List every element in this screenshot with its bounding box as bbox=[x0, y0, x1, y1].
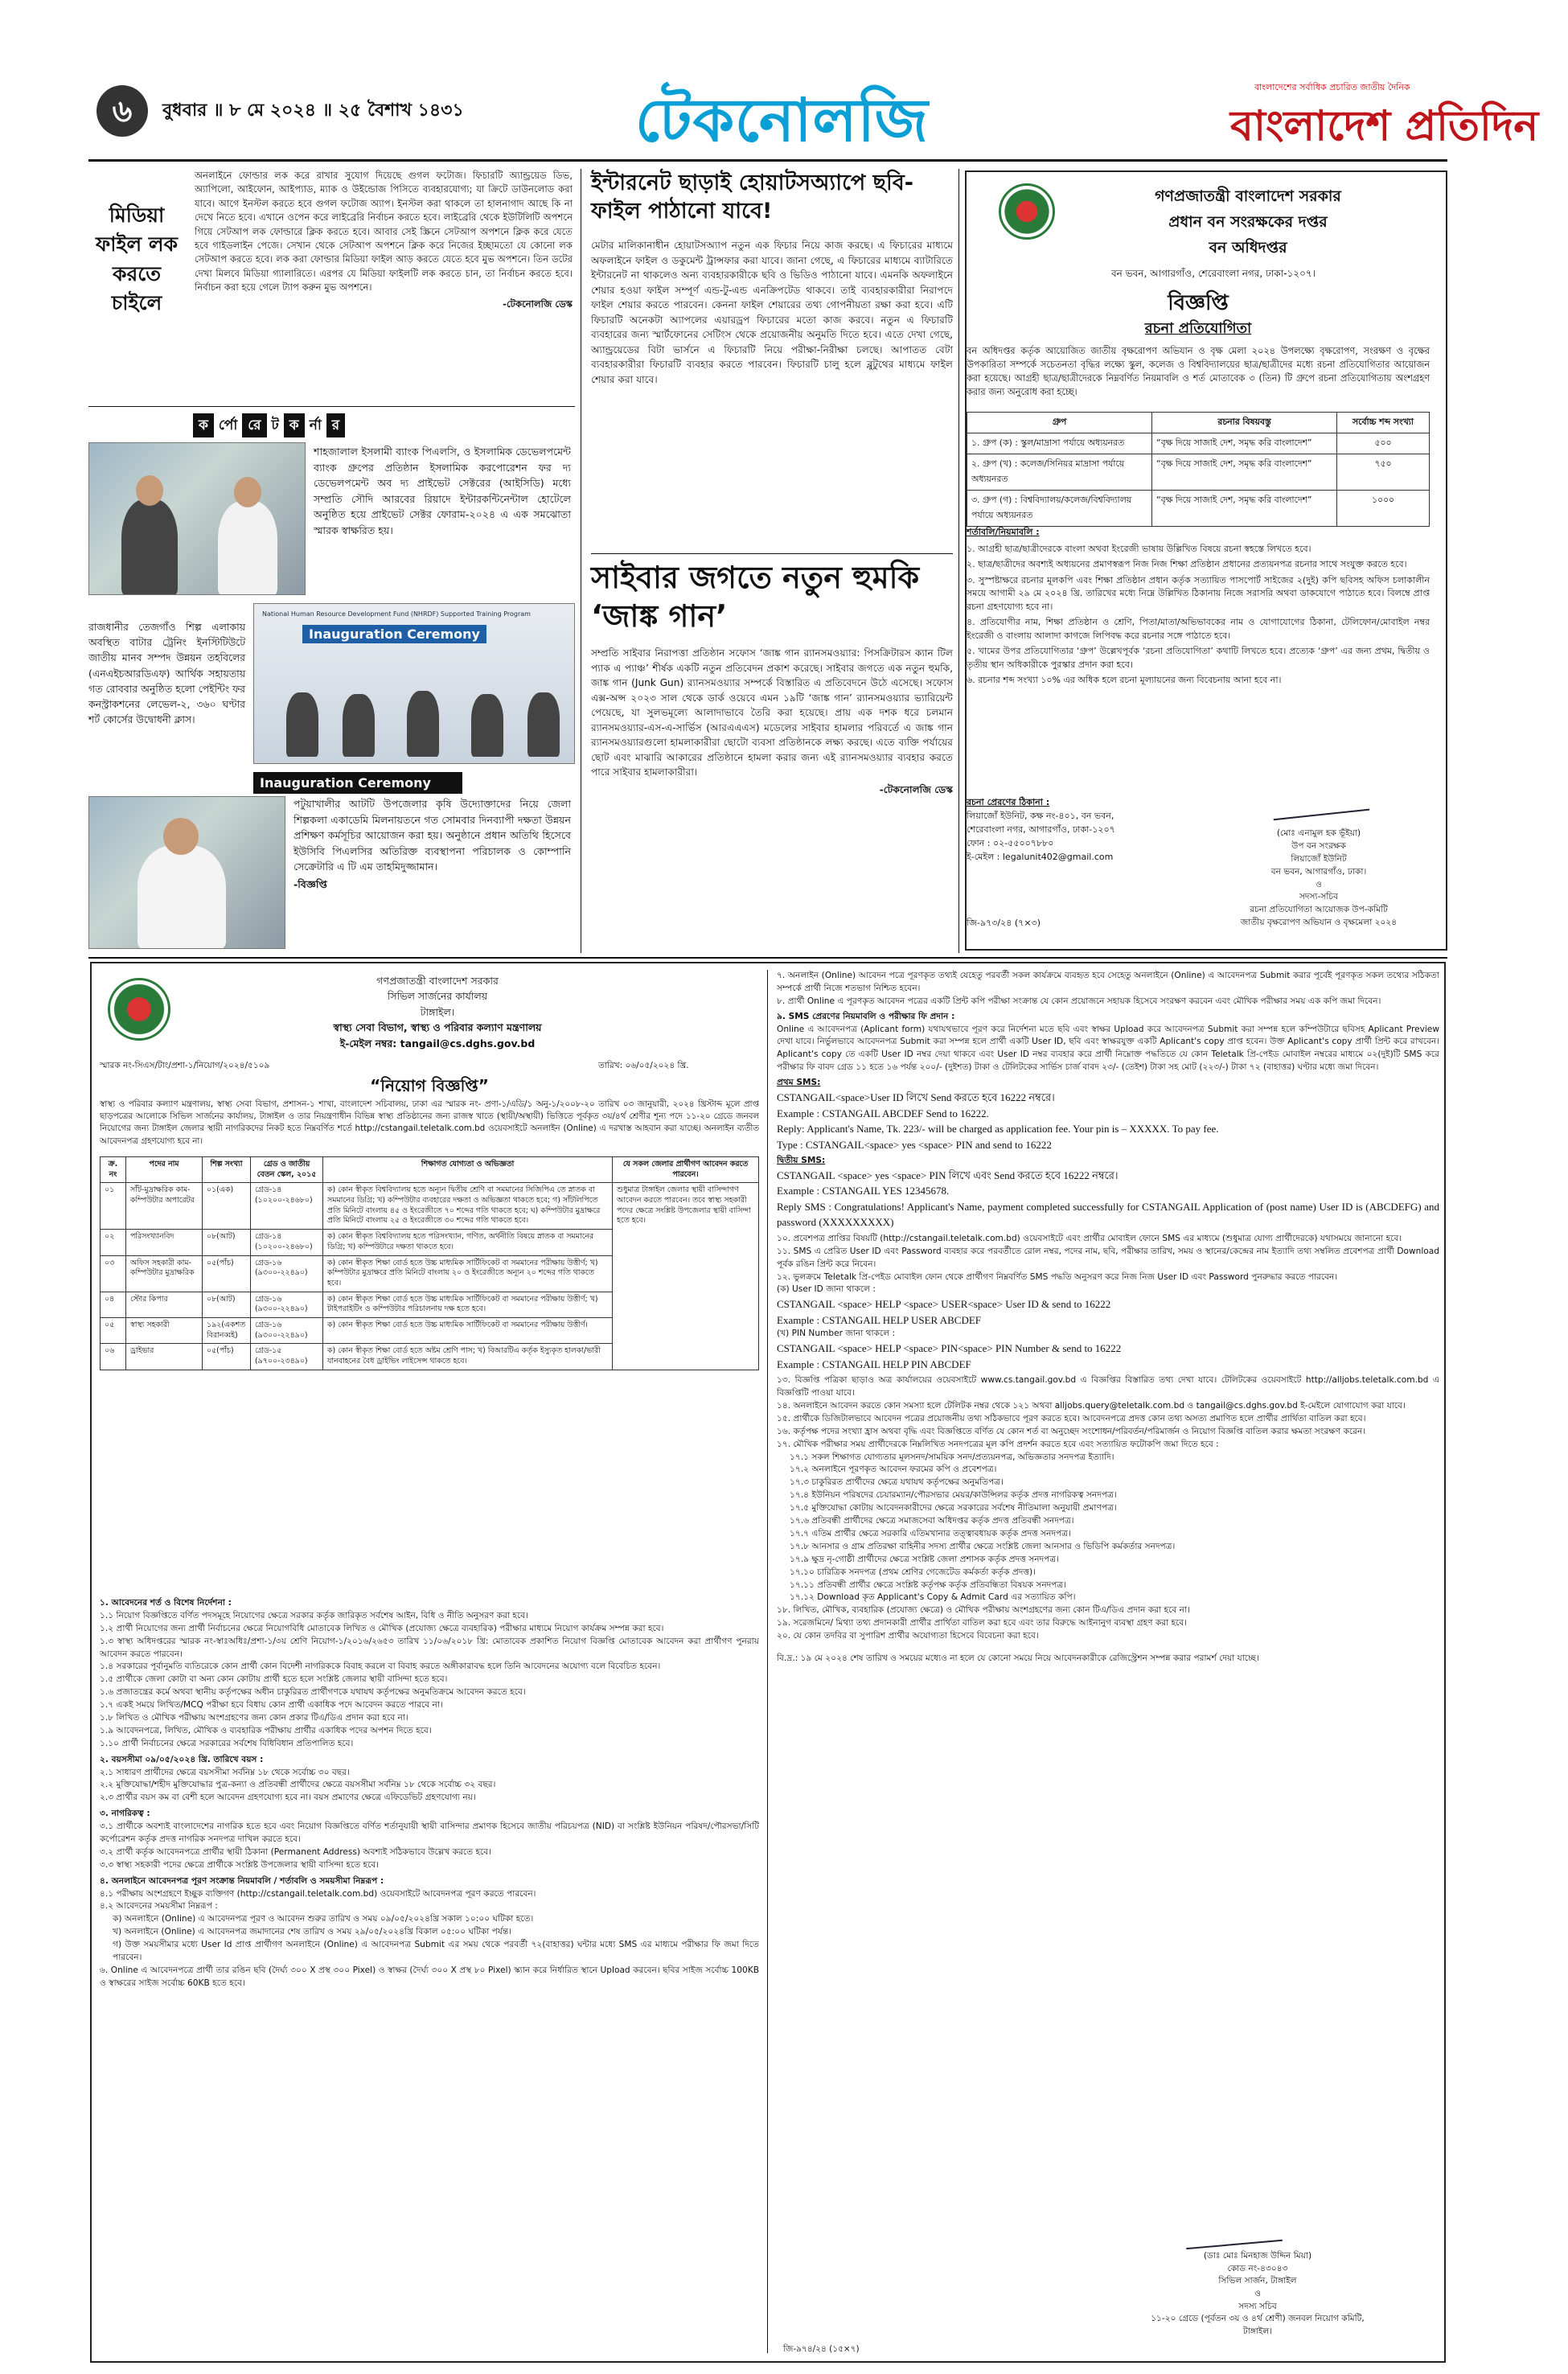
table-cell: অফিস সহকারী কাম-কম্পিউটার মুদ্রাক্ষরিক bbox=[126, 1255, 203, 1292]
job-org bbox=[196, 973, 679, 1051]
forest-address: বন ভবন, আগারগাঁও, শেরেবাংলা নগর, ঢাকা-১২০৭। bbox=[1111, 268, 1316, 279]
list-item: ৯. SMS প্রেরণের নিয়মাবলি ও পরীক্ষার ফি প্রদান : bbox=[777, 1011, 955, 1021]
job-intro: স্বাস্থ্য ও পরিবার কল্যাণ মন্ত্রণালয়, স্বাস্থ্য সেবা বিভাগ, প্রশাসন-১ শাখা, বাংলাদেশ সচিবালয়, ঢাকা এর স্মারক নং- প্রণা-১/এডি/১ অনু-১/২০০৮-২০ তারিখ ০৩ জানুয়ারী, ২০২৪ খ্রিস্টাব্দ মূলে প্রাপ্ত ছাড়পত্রের আলোকে সিভিল সার্জনের কার্যালয়, টাঙ্গাইল ও তার নিয়ন্ত্রণাধীন বিভিন্ন স্বাস্থ্য প্রতিষ্ঠানের জন্য রাজস্ব খাতে (স্থায়ী/অস্থায়ী) ভিত্তিতে পূর্বকৃত ৩য়/৪র্থ শ্রেণীর শূন্য পদে ১১-২০ গ্রেডে জনবল নিয়োগের জন্য টাঙ্গাইল জেলার স্থায়ী নাগরিকদের নিকট হতে নিম্নবর্ণিত শর্তে http://cstangail.teletalk.com.bd ওয়েবসাইটে অনলাইন (Online) এ দরখাস্ত আহবান করা যাচ্ছে। অনলাইন ব্যতীত আবেদনপত্র গ্রহণযোগ্য হবে না। bbox=[100, 1099, 759, 1146]
list-item: ১.৯ আবেদনপত্রে, লিখিত, মৌখিক ও ব্যবহারিক পরীক্ষায় প্রার্থীর একাধিক পদের অপশন দিতে হবে। bbox=[100, 1725, 432, 1735]
table-cell: গ্রেড-১৬ (৯৩০০-২২৪৯০) bbox=[251, 1292, 323, 1317]
forest-send-address bbox=[967, 795, 1176, 864]
list-item: দ্বিতীয় SMS: bbox=[777, 1156, 826, 1166]
table-cell: ১. গ্রুপ (ক) : স্কুল/মাদ্রাসা পর্যায়ে অধ্যয়নরত bbox=[967, 433, 1152, 454]
forest-org-block bbox=[1087, 185, 1409, 262]
list-item: গ) উক্ত সময়সীমার মধ্যে User Id প্রাপ্ত প্রার্থীগণ অনলাইনে (Online) এ আবেদনপত্র Submit এর সময় থেকে পরবর্তী ৭২(বাহাত্তর) ঘন্টার মধ্যে SMS এর মাধ্যমে পরীক্ষার ফি জমা দিতে পারবেন। bbox=[113, 1940, 759, 1963]
page-number-badge bbox=[96, 85, 148, 137]
table-row bbox=[967, 491, 1430, 527]
table-cell: পরিসংখ্যানবিদ bbox=[126, 1230, 203, 1255]
list-item: Example : CSTANGAIL ABCDEF Send to 16222. bbox=[777, 1107, 989, 1119]
table-cell: সাঁট-মুদ্রাক্ষরিক কাম-কম্পিউটার অপারেটর bbox=[126, 1183, 203, 1230]
corporate-label-4: ক bbox=[284, 413, 305, 437]
article-media-body bbox=[195, 169, 573, 386]
job-org-line: স্বাস্থ্য সেবা বিভাগ, স্বাস্থ্য ও পরিবার কল্যাণ মন্ত্রণালয় bbox=[333, 1021, 542, 1034]
job-signatory-line: (ডাঃ মোঃ মিনহাজ উদ্দিন মিয়া) bbox=[1203, 2251, 1312, 2261]
table-cell: গ্রেড-১৪ (১০২০০-২৪৬৮০) bbox=[251, 1183, 323, 1230]
job-title: “নিয়োগ বিজ্ঞপ্তি” bbox=[370, 1076, 489, 1095]
table-cell: ৫০০ bbox=[1337, 433, 1430, 454]
job-left-paras bbox=[100, 1597, 759, 2353]
job-org-line: টাঙ্গাইল। bbox=[420, 1005, 455, 1018]
page-header bbox=[88, 80, 1568, 169]
forest-address-line: ফোন : ০২-৫৫০০৭৮৮০ bbox=[967, 838, 1054, 849]
table-cell: স্টোর কিপার bbox=[126, 1292, 203, 1317]
page-number: ৬ bbox=[112, 93, 133, 129]
list-item: ১৭.৯ ক্ষুদ্র নৃ-গোষ্ঠী প্রার্থীদের ক্ষেত্রে সংশ্লিষ্ট জেলা প্রশাসক কর্তৃক প্রদত্ত সনদপত্র। bbox=[790, 1554, 1059, 1564]
article-whatsapp bbox=[591, 169, 953, 547]
table-cell: ০৮(আট) bbox=[203, 1230, 251, 1255]
table-cell: ১০০০ bbox=[1337, 491, 1430, 527]
table-cell: “বৃক্ষ দিয়ে সাজাই দেশ, সমৃদ্ধ করি বাংলাদেশ” bbox=[1152, 491, 1337, 527]
list-item: Reply: Applicant's Name, Tk. 223/- will be charged as application fee. Your pin is – XXXXX. To pay fee. bbox=[777, 1123, 1219, 1136]
list-item: ১৭.৭ এতিম প্রার্থীর ক্ষেত্রে সরকারি এতিমখানার তত্ত্বাবধায়ক কর্তৃক প্রদত্ত সনদপত্র। bbox=[790, 1528, 1071, 1538]
job-th: যে সকল জেলার প্রার্থীগণ আবেদন করতে পারবেন। bbox=[613, 1157, 759, 1183]
article-cyber-headline: সাইবার জগতে নতুন হুমকি ‘জাঙ্ক গান’ bbox=[591, 560, 920, 634]
list-item: ৩.২ প্রার্থী কর্তৃক আবেদনপত্রে প্রার্থীর স্থায়ী ঠিকানা (Permanent Address) অবশ্যই সঠিকভাবে উল্লেখ করতে হবে। bbox=[100, 1846, 491, 1857]
forest-org-3: বন অধিদপ্তর bbox=[1209, 239, 1287, 257]
list-item: ১.২ প্রার্থী নিয়োগের জন্য প্রার্থী নির্বাচনের ক্ষেত্রে নিয়োগবিধি মোতাবেক লিখিত ও মৌখিক (প্রযোজ্য ক্ষেত্রে ব্যবহারিক) পরীক্ষার মাধ্যমে নিয়োগ কার্যক্রম সম্পন্ন করা হবে। bbox=[100, 1623, 664, 1633]
table-cell: ০১ bbox=[101, 1183, 126, 1230]
list-item: ১৭.১১ প্রতিবন্ধী প্রার্থীর ক্ষেত্রে সংশ্লিষ্ট কর্তৃপক্ষ কর্তৃক প্রতিবন্ধিতা বিষয়ক সনদপত্র। bbox=[790, 1579, 1067, 1590]
forest-table-header bbox=[967, 413, 1430, 433]
dateline: বুধবার ॥ ৮ মে ২০২৪ ॥ ২৫ বৈশাখ ১৪৩১ bbox=[162, 101, 464, 121]
list-item: ৪. প্রতিযোগীর নাম, শিক্ষা প্রতিষ্ঠান ও শ্রেণি, পিতা/মাতা/অভিভাবকের নাম ও যোগাযোগের ঠিকানা, টেলিফোন/মোবাইল নম্বর ইংরেজী ও বাংলায় আলাদা কাগজে লিপিবদ্ধ করে রচনার সঙ্গে পাঠাতে হবে। bbox=[967, 617, 1430, 641]
corporate-label-0: ক bbox=[193, 413, 214, 437]
job-signatory-line: ও bbox=[1254, 2289, 1261, 2299]
article-whatsapp-text: মেটার মালিকানাধীন হোয়াটসঅ্যাপ নতুন এক ফিচার নিয়ে কাজ করছে। এ ফিচারের মাধ্যমে অফলাইনে ফাইল ও ডকুমেন্ট ট্রান্সফার করা যাবে। জানা গেছে, এ ফিচারের মাধ্যমে ব্যাটারিতে ইন্টারনেট না থাকলেও অন্য ব্যবহারকারীকে ছবি ও ভিডিও পাঠানো যাবে। এমনকি অফলাইনে শেয়ার হওয়া ফাইল সম্পূর্ণ এন্ড-টু-এন্ড এনক্রিপটেড থাকবে। তাই ব্যবহারকারীরা নিরাপদে ফাইল শেয়ার করতে পারবেন। কেননা ফাইল শেয়ারের তথ্য গোপনীয়তা রক্ষা করা হবে। এটি ফিচারটি অনেকটা অ্যাপলের এয়ারড্রপ ফিচারের মতো কাজ করবে। নতুন এ ফিচারটি ব্যবহারের জন্য স্মার্টফোনের সেটিংস থেকে প্রয়োজনীয় অনুমতি দিতে হবে। এতে দেখা গেছে, অ্যান্ড্রয়েডের বিটা ভার্সনে এ ফিচারটি নিয়ে পরীক্ষা-নিরীক্ষা চলছে। আপাতত বেটা ব্যবহারকারীরা ফিচারটি ব্যবহার করতে পারবেন। ফিচারটি চালু হলে ব্লুটুথের মাধ্যমে ফাইল শেয়ার করা যাবে। bbox=[591, 240, 953, 385]
table-cell: ৩. গ্রুপ (গ) : বিশ্ববিদ্যালয়/কলেজ/বিশ্ববিদ্যালয় পর্যায়ে অধ্যয়নরত bbox=[967, 491, 1152, 527]
list-item: ১.১ নিয়োগ বিজ্ঞপ্তিতে বর্ণিত পদসমূহে নিয়োগের ক্ষেত্রে সরকার কর্তৃক জারিকৃত সর্বশেষ আইন, বিধি ও নীতি অনুসরণ করা হবে। bbox=[100, 1610, 528, 1620]
job-notice bbox=[90, 962, 1446, 2363]
table-cell: গ্রেড-১৪ (১০২০০-২৪৬৮০) bbox=[251, 1230, 323, 1255]
list-item: CSTANGAIL <space> yes <space> PIN লিখে এবং Send করতে হবে 16222 নম্বরে। bbox=[777, 1169, 1119, 1181]
job-right bbox=[777, 970, 1439, 2357]
list-item: ১.৮ লিখিত ও মৌখিক পরীক্ষায় অংশগ্রহণের জন্য কোন প্রকার টিএ/ডিএ প্রদান করা হবে না। bbox=[100, 1713, 408, 1723]
corporate-item-2: রাজধানীর তেজগাঁও শিল্প এলাকায় অবস্থিত বাটার ট্রেনিং ইনস্টিটিউটে জাতীয় মানব সম্পদ উন্নয়ন তহবিলের (এনএইচআরডিএফ) আর্থিক সহায়তায় গত রোববার অনুষ্ঠিত হলো পেইন্টিং ফর কনস্ট্রাকশনের লেভেল-২, ৩৬০ ঘণ্টার শর্ট কোর্সের উদ্বোধনী ক্লাস। bbox=[88, 621, 245, 726]
article-media-headline: মিডিয়া ফাইল লক করতে চাইলে bbox=[96, 203, 178, 314]
list-item: ১.৪ সরকারের পূর্বানুমতি ব্যতিরেকে কোন প্রার্থী কোন বিদেশী নাগরিককে বিবাহ করলে বা বিবাহ করতে অঙ্গীকারাবদ্ধ হলে তিনি আবেদনের অযোগ্য বলে বিবেচিত হবেন। bbox=[100, 1661, 661, 1672]
table-cell: ক) কোন স্বীকৃত শিক্ষা বোর্ড হতে উচ্চ মাধ্যমিক সার্টিফিকেট বা সমমানের পরীক্ষায় উত্তীর্ণ; খ) কম্পিউটার মুদ্রাক্ষরে প্রতি মিনিটে বাংলায় ২০ ও ইংরেজীতে অন্যূন ২০ শব্দের গতি থাকতে হবে। bbox=[323, 1255, 613, 1292]
table-cell: ক) কোন স্বীকৃত বিশ্ববিদ্যালয় হতে পরিসংখ্যান, গণিত, অর্থনীতি বিষয়ে স্নাতক বা সমমানের ডিগ্রি; খ) কম্পিউটারে দক্ষতা থাকতে হবে। bbox=[323, 1230, 613, 1255]
list-item: ১৯. সরেজমিনে/ মিথ্যা তথ্য প্রদানকারী প্রার্থীর প্রার্থিতা বাতিল করা হবে এবং তার বিরুদ্ধে আইনানুগ ব্যবস্থা গ্রহণ করা হবে। bbox=[777, 1618, 1188, 1629]
article-media bbox=[88, 169, 575, 402]
vertical-rule-2 bbox=[958, 169, 959, 953]
article-cyber-byline: -টেকনোলজি ডেস্ক bbox=[879, 783, 953, 795]
list-item: CSTANGAIL <space> HELP <space> USER<space> User ID & send to 16222 bbox=[777, 1298, 1111, 1311]
corporate-photo-2 bbox=[253, 603, 575, 764]
list-item: ১. আগ্রহী ছাত্র/ছাত্রীদেরকে বাংলা অথবা ইংরেজী ভাষায় উল্লিখিত বিষয়ে রচনা স্বহস্তে লিখতে হবে। bbox=[967, 543, 1311, 554]
list-item: ১৬. কর্তৃপক্ষ পদের সংখ্যা হ্রাস অথবা বৃদ্ধি এবং বিজ্ঞপ্তিতে বর্ণিত যে কোন শর্ত বা অনুচ্ছেদ সংশোধন/পরিবর্তন/পরিমার্জন ও নিয়োগ বিজ্ঞপ্তি বাতিল করার ক্ষমতা সংরক্ষণ করেন। bbox=[777, 1426, 1366, 1436]
forest-signatory bbox=[1208, 828, 1430, 930]
article-cyber-text: সম্প্রতি সাইবার নিরাপত্তা প্রতিষ্ঠান সফোস ‘জাঙ্ক গান র‍্যানসমওয়্যার: পিসক্রিটারস ক্যান টিল প্যাক এ প্যাঞ্চ’ শীর্ষক একটি নতুন প্রতিবেদন প্রকাশ করেছে। সাইবার জগতে এক নতুন হুমকি, জাঙ্ক গান (Junk Gun) র‍্যানসমওয়্যার সম্পর্কে বিস্তারিত এ প্রতিবেদনে উঠে এসেছে। সফোস এক্স-অপ্স ২০২৩ সাল থেকে ডার্ক ওয়েবে এমন ১৯টি ‘জাঙ্ক গান’ র‍্যানসমওয়্যার ভ্যারিয়েন্ট পেয়েছে, যা সুলভমূল্যে আলাদাভাবে তৈরি করা হয়েছে। প্রায় এক দশক ধরে চলমান র‍্যানসমওয়্যার-এস-এ-সার্ভিস (আরএএএস) মডেলের সাইবার হামলার পরিবর্তে এ জাঙ্ক গান র‍্যানসমওয়্যারগুলো হামলাকারীরা ছোটো ব্যবসা প্রতিষ্ঠানকে লক্ষ্য করছে। এতে ব্যক্তি পর্যায়ের ছোট এবং মাঝারি আকারের প্রতিষ্ঠানে হামলা করার জন্য এই র‍্যানসমওয়্যার ব্যবহার করতে পারে সাইবার হামলাকারীরা। bbox=[591, 647, 953, 778]
table-cell: ২. গ্রুপ (খ) : কলেজ/সিনিয়র মাদ্রাসা পর্যায়ে অধ্যয়নরত bbox=[967, 454, 1152, 491]
list-item: ২.১ সাধারণ প্রার্থীদের ক্ষেত্রে বয়সসীমা সর্বনিম্ন ১৮ থেকে সর্বোচ্চ ৩০ বছর। bbox=[100, 1767, 350, 1777]
section-rule bbox=[88, 957, 1447, 959]
list-item: ৪.১ পরীক্ষায় অংশগ্রহণে ইচ্ছুক ব্যক্তিগণ (http://cstangail.teletalk.com.bd) ওয়েবসাইটে আবেদনপত্র পূরণ করতে পারবেন। bbox=[100, 1888, 536, 1899]
corporate-label bbox=[193, 413, 345, 437]
list-item: Example : CSTANGAIL HELP PIN ABCDEF bbox=[777, 1357, 971, 1370]
job-left bbox=[100, 970, 759, 2357]
list-item: ২. ছাত্র/ছাত্রীদের অবশ্যই অধ্যয়নের প্রমাণস্বরূপ নিজ নিজ শিক্ষা প্রতিষ্ঠান প্রধানের প্রত্যয়নপত্র রচনার সাথে সংযুক্ত করতে হবে। bbox=[967, 559, 1407, 569]
job-signatory bbox=[1089, 2250, 1426, 2339]
forest-intro: বন অধিদপ্তর কর্তৃক আয়োজিত জাতীয় বৃক্ষরোপণ অভিযান ও বৃক্ষ মেলা ২০২৪ উপলক্ষ্যে বৃক্ষরোপণ, সংরক্ষণ ও বৃক্ষের উপকারিতা সম্পর্কে সচেতনতা বৃদ্ধির লক্ষ্যে স্কুল, কলেজ ও বিশ্ববিদ্যালয়ের ছাত্র/ছাত্রীদের মধ্যে রচনা প্রতিযোগিতার আয়োজন করা হয়েছে। আগ্রহী ছাত্র/ছাত্রীদেরকে নিম্নবর্ণিত নিয়মাবলি ও শর্ত মোতাবেক ৩ (তিন) টি গ্রুপে রচনা প্রতিযোগিতায় অংশগ্রহণ করার জন্য অনুরোধ করা হচ্ছে। bbox=[967, 346, 1430, 397]
forest-address-line: শেরেবাংলা নগর, আগারগাঁও, ঢাকা-১২০৭ bbox=[967, 824, 1115, 836]
job-signatory-line: সিভিল সার্জন, টাঙ্গাইল bbox=[1218, 2276, 1297, 2286]
list-item: ৮. প্রার্থী Online এ পূরণকৃত আবেদন পত্রের একটি প্রিন্ট কপি পরীক্ষা সংক্রান্ত যে কোন প্রয়োজনে সহায়ক হিসেবে সংরক্ষণ করবেন এবং মৌখিক পরীক্ষার সময় এক কপি জমা দিবেন। bbox=[777, 996, 1381, 1006]
list-item: ১৭.৮ আনসার ও গ্রাম প্রতিরক্ষা বাহিনীর সদস্য প্রার্থীর ক্ষেত্রে সংশ্লিষ্ট জেলা আনসার ও ভিডিপি কর্মকর্তার সনদপত্র। bbox=[790, 1541, 1176, 1551]
table-cell: শুধুমাত্র টাঙ্গাইল জেলার স্থায়ী বাসিন্দাগণ আবেদন করতে পারবেন। তবে স্বাস্থ্য সহকারী পদের ক্ষেত্রে সংশ্লিষ্ট উপজেলার স্থায়ী বাসিন্দা হতে হবে। bbox=[613, 1183, 759, 1370]
forest-signatory-line: (মোঃ এনামুল হক ভূঁইয়া) bbox=[1276, 828, 1361, 838]
list-item: ১.৭ একই সময়ে লিখিত/MCQ পরীক্ষা হবে বিধায় কোন প্রার্থী একাধিক পদে আবেদন করতে পারবে না। bbox=[100, 1700, 443, 1711]
table-cell: ০২ bbox=[101, 1230, 126, 1255]
job-signatory-line: কোড নং-৪৩০৪৩ bbox=[1227, 2263, 1288, 2273]
list-item: ২.২ মুক্তিযোদ্ধা/শহীদ মুক্তিযোদ্ধার পুত্র-কন্যা ও প্রতিবন্ধী প্রার্থীদের ক্ষেত্রে বয়সসীমা সর্বনিম্ন ১৮ থেকে সর্বোচ্চ ৩২ বছর। bbox=[100, 1780, 496, 1790]
table-cell: ড্রাইভার bbox=[126, 1344, 203, 1370]
article-whatsapp-headline: ইন্টারনেট ছাড়াই হোয়াটসঅ্যাপে ছবি-ফাইল পাঠানো যাবে! bbox=[591, 170, 913, 224]
list-item: ১৭. মৌখিক পরীক্ষার সময় প্রার্থীদেরকে নিম্নলিখিত সনদপত্রের মূল কপি প্রদর্শন করতে হবে এবং সত্যায়িত ফটোকপি জমা দিতে হবে : bbox=[777, 1439, 1219, 1449]
table-cell: “বৃক্ষ দিয়ে সাজাই দেশ, সমৃদ্ধ করি বাংলাদেশ” bbox=[1152, 433, 1337, 454]
table-cell: ০৪ bbox=[101, 1292, 126, 1317]
forest-address-title: রচনা প্রেরণের ঠিকানা : bbox=[967, 797, 1050, 807]
list-item: ১৫. প্রার্থীকে ডিজিটালভাবে আবেদন পত্রের প্রয়োজনীয় তথ্য সঠিকভাবে পূরণ করতে হবে। আবেদনপত্রে প্রদত্ত কোন তথ্য অসত্য প্রমাণিত হলে প্রার্থীর প্রার্থিতা বাতিল করা হবে। bbox=[777, 1413, 1366, 1423]
table-cell: ০৫ bbox=[101, 1317, 126, 1343]
table-cell: ০৮(আট) bbox=[203, 1292, 251, 1317]
list-item: ১০. প্রবেশপত্র প্রাপ্তির বিষয়টি (http://cstangail.teletalk.com.bd) ওয়েবসাইটে এবং প্রার্থীর মোবাইল ফোনে SMS এর মাধ্যমে (শুধুমাত্র যোগ্য প্রার্থীদেরকে) যথাসময়ে জানানো হবে। bbox=[777, 1233, 1402, 1243]
corporate-item-3 bbox=[293, 796, 571, 892]
list-item: ২.৩ প্রার্থীর বয়স কম বা বেশী হলে আবেদন গ্রহণযোগ্য হবে না। বয়স প্রমাণের ক্ষেত্রে এফিডেভিট গ্রহণযোগ্য নয়। bbox=[100, 1793, 476, 1803]
job-th: শিক্ষাগত যোগ্যতা ও অভিজ্ঞতা bbox=[323, 1157, 613, 1183]
job-signatory-line: সদস্য সচিব bbox=[1238, 2301, 1277, 2311]
forest-signatory-line: ও bbox=[1316, 879, 1322, 889]
list-item: ১১. SMS এ প্রেরিত User ID এবং Password ব্যবহার করে পরবর্তীতে রোল নম্বর, পদের নাম, ছবি, পরীক্ষার তারিখ, সময় ও স্থানের/কেন্দ্রের নাম ইত্যাদি তথ্য সম্বলিত প্রবেশপত্র প্রার্থী Download পূর্বক রঙিন প্রিন্ট করে নিবেন। bbox=[777, 1246, 1439, 1269]
job-th: শিল্প সংখ্যা bbox=[203, 1157, 251, 1183]
list-item: Reply SMS : Congratulations! Applicant's Name, payment completed successfully for CSTANGAIL Application of (post name) User ID is (ABCDEFG) and password (XXXXXXXXX) bbox=[777, 1200, 1439, 1229]
list-item: ১.১০ প্রার্থী নির্বাচনের ক্ষেত্রে সরকারের সর্বশেষ বিধিবিধান প্রতিপালিত হবে। bbox=[100, 1738, 354, 1748]
job-org-line: সিভিল সার্জনের কার্যালয় bbox=[387, 990, 488, 1003]
table-row bbox=[101, 1183, 759, 1230]
job-th: পদের নাম bbox=[126, 1157, 203, 1183]
list-item: ১.৩ স্বাস্থ্য অধিদপ্তরের স্মারক নং-স্বাঃঅধিঃ/প্রশা-১/৩য় শ্রেণি নিয়োগ-১/২০১৬/২৬৫৩ তারিখ ১১/০৬/২০১৮ খ্রি: মোতাবেক প্রকাশিত নিয়োগ বিজ্ঞপ্তি মোতাবেক আবেদন করা প্রার্থীগণ পুনরায় আবেদন করতে পারবেন। bbox=[100, 1636, 759, 1659]
list-item: ১৪. অনলাইনে আবেদন করতে কোন সমস্যা হলে টেলিটক নম্বর থেকে ১২১ অথবা alljobs.query@teletalk.com.bd ও tangail@cs.dghs.gov.bd ই-মেইলে যোগাযোগ করা যাবে। bbox=[777, 1401, 1406, 1411]
job-th: গ্রেড ও জাতীয় বেতন স্কেল, ২০১৫ bbox=[251, 1157, 323, 1183]
list-item: ১৭.১ সকল শিক্ষাগত যোগ্যতার মূলসনদ/সাময়িক সনদ/প্রত্যয়নপত্র, অভিজ্ঞতার সনদপত্র ইত্যাদি। bbox=[790, 1452, 1114, 1462]
job-signatory-line: ১১-২০ গ্রেডে (পূর্বতন ৩য় ও ৪র্থ শ্রেণী) জনবল নিয়োগ কমিটি, bbox=[1151, 2314, 1365, 2324]
table-cell: ক) কোন স্বীকৃত শিক্ষা বোর্ড হতে অষ্টম শ্রেণি পাস; খ) বিআরটিএ কর্তৃক ইস্যুকৃত হালকা/ভারী যানবাহনের বৈধ ড্রাইভিং লাইসেন্স থাকতে হবে। bbox=[323, 1344, 613, 1370]
masthead-tagline: বাংলাদেশের সর্বাধিক প্রচারিত জাতীয় দৈনিক bbox=[1254, 82, 1410, 92]
list-item: CSTANGAIL <space> HELP <space> PIN<space> PIN Number & send to 16222 bbox=[777, 1342, 1122, 1355]
table-cell: গ্রেড-১৬ (৯৩০০-২২৪৯০) bbox=[251, 1317, 323, 1343]
list-item: ৩. নাগরিকত্ব : bbox=[100, 1809, 150, 1819]
list-item: ৪.২ আবেদনের সময়সীমা নিম্নরূপ : bbox=[100, 1901, 218, 1912]
table-row bbox=[967, 433, 1430, 454]
corporate-byline: -বিজ্ঞপ্তি bbox=[293, 877, 327, 890]
list-item: Example : CSTANGAIL YES 12345678. bbox=[777, 1185, 950, 1197]
forest-title: বিজ্ঞপ্তি bbox=[1168, 291, 1229, 315]
list-item: ১৭.১২ Download কৃত Applicant's Copy & Admit Card এর সত্যায়িত কপি। bbox=[790, 1592, 1076, 1603]
corporate-item-1: শাহজালাল ইসলামী ব্যাংক পিএলসি, ও ইসলামিক ডেভেলপমেন্ট ব্যাংক গ্রুপের প্রতিষ্ঠান ইসলামিক করপোরেশন ফর দ্য ডেভেলপমেন্ট অব দ্য প্রাইভেট সেক্টরের (আইসিডি) মধ্যে সম্প্রতি সৌদি আরবের রিয়াদে ইন্টারকন্টিনেন্টাল হোটেলে অনুষ্ঠিত হয়ে প্রাইভেট সেক্টর ফোরাম-২০২৪ এ এক সমঝোতা স্মারক স্বাক্ষরিত হয়। bbox=[314, 446, 571, 536]
table-cell: গ্রেড-১৫ (৯৭০০-২৩৪৯০) bbox=[251, 1344, 323, 1370]
divider-middle bbox=[591, 553, 953, 554]
forest-signatory-line: রচনা প্রতিযোগিতা আয়োজক উপ-কমিটি bbox=[1250, 905, 1388, 915]
forest-rules-title: শর্তাবলি/নিয়মাবলি : bbox=[967, 527, 1040, 537]
table-cell: ০৬ bbox=[101, 1344, 126, 1370]
job-signatory-line: টাঙ্গাইল। bbox=[1242, 2327, 1273, 2337]
banner-1: Inauguration Ceremony bbox=[302, 625, 486, 643]
list-item: ৩.১ প্রার্থীকে অবশ্যই বাংলাদেশের নাগরিক হতে হবে এবং নিয়োগ বিজ্ঞপ্তিতে বর্ণিত শর্তানুযায়ী স্থায়ী বাসিন্দার প্রমাণক হিসেবে জাতীয় পরিচয়পত্র (NID) বা সংশ্লিষ্ট ইউনিয়ন পরিষদ/পৌরসভা/সিটি কর্পোরেশন কর্তৃক প্রদত্ত নাগরিক সনদপত্র দাখিল করতে হবে। bbox=[100, 1822, 759, 1845]
job-table bbox=[100, 1156, 759, 1370]
list-item: ১৭.৩ চাকুরিরত প্রার্থীদের ক্ষেত্রে যথাযথ কর্তৃপক্ষের অনুমতিপত্র। bbox=[790, 1477, 1004, 1488]
forest-signatory-line: জাতীয় বৃক্ষরোপণ অভিযান ও বৃক্ষমেলা ২০২৪ bbox=[1240, 918, 1398, 928]
table-cell: ১৯২(একশত বিরানব্বই) bbox=[203, 1317, 251, 1343]
corporate-label-6: র bbox=[326, 413, 345, 437]
list-item: ১৮. লিখিত, মৌখিক, ব্যবহারিক (প্রযোজ্য ক্ষেত্রে) ও মৌখিক পরীক্ষায় অংশগ্রহণের জন্য কোন টিএ/ডিএ প্রদান করা হবে না। bbox=[777, 1605, 1190, 1616]
list-item: ৩.৩ স্বাস্থ্য সহকারী পদের ক্ষেত্রে প্রার্থীকে সংশ্লিষ্ট উপজেলার স্থায়ী বাসিন্দা হতে হবে। bbox=[100, 1859, 380, 1870]
forest-notice bbox=[965, 170, 1447, 951]
forest-th-group: গ্রুপ bbox=[967, 413, 1152, 433]
masthead: বাংলাদেশ প্রতিদিন bbox=[1230, 102, 1539, 150]
job-memo: স্মারক নং-সিএস/টাং/প্রশা-১/নিয়োগ/২০২৪/৫১০৯ bbox=[100, 1061, 270, 1070]
forest-ref: জি-৯৭৩/২৪ (৭×৩) bbox=[967, 918, 1041, 928]
job-seal bbox=[108, 978, 170, 1041]
table-cell: ০৫(পাঁচ) bbox=[203, 1344, 251, 1370]
list-item: প্রথম SMS: bbox=[777, 1078, 821, 1088]
section-title: টেকনোলজি bbox=[635, 86, 929, 155]
corporate-photo-3 bbox=[88, 796, 285, 949]
list-item: ৭. অনলাইন (Online) আবেদন পত্রে পূরণকৃত তথ্যই যেহেতু পরবর্তী সকল কার্যক্রমে ব্যবহৃত হবে সেহেতু অনলাইনে (Online) এ আবেদনপত্র Submit করার পূর্বেই পূরণকৃত সকল তথ্যের সঠিকতা সম্পর্কে প্রার্থী নিজে শতভাগ নিশ্চিত হবেন। bbox=[777, 971, 1439, 993]
table-cell: গ্রেড-১৬ (৯৩০০-২২৪৯০) bbox=[251, 1255, 323, 1292]
table-cell: স্বাস্থ্য সহকারী bbox=[126, 1317, 203, 1343]
gov-seal bbox=[999, 183, 1055, 240]
list-item: ১.৫ প্রার্থীকে জেলা কোটা বা অন্য কোন কোটায় প্রার্থী হতে হলে সংশ্লিষ্ট জেলার স্থায়ী বাসিন্দা হতে হবে। bbox=[100, 1674, 448, 1685]
list-item: ২. বয়সসীমা ০৯/০৫/২০২৪ খ্রি. তারিখে বয়স : bbox=[100, 1754, 264, 1764]
list-item: Type : CSTANGAIL<space> yes <space> PIN and send to 16222 bbox=[777, 1138, 1052, 1151]
job-note: বি.দ্র.: ১৯ মে ২০২৪ শেষ তারিখ ও সময়ের মধ্যেও না হলে যে কোনো সময়ে নিয়ে আবেদনকারীকে রেজিস্ট্রেশন সম্পন্ন করার পরামর্শ দেয়া যাচ্ছে। bbox=[777, 1653, 1259, 1663]
list-item: ১.৬ প্রজাতন্ত্রের কর্মে অথবা স্থানীয় কর্তৃপক্ষের অধীন চাকুরিরত প্রার্থীগণকে যথাযথ কর্তৃপক্ষের অনুমতিক্রমে আবেদন করতে হবে। bbox=[100, 1687, 526, 1698]
banner-2: Inauguration Ceremony bbox=[253, 772, 462, 794]
forest-signatory-line: সদস্য-সচিব bbox=[1299, 892, 1339, 902]
corporate-label-5: র্না bbox=[309, 417, 322, 433]
job-table-header bbox=[101, 1157, 759, 1183]
article-cyber bbox=[591, 559, 953, 953]
list-item: CSTANGAIL<space>User ID লিখে Send করতে হবে 16222 নম্বরে। bbox=[777, 1091, 1055, 1104]
list-item: ১৭.১০ চারিত্রিক সনদপত্র (প্রথম শ্রেণির গেজেটেড কর্মকর্তা কর্তৃক প্রদত্ত)। bbox=[790, 1567, 1036, 1577]
list-item: ৪. অনলাইনে আবেদনপত্র পূরণ সংক্রান্ত নিয়মাবলি / শর্তাবলি ও সময়সীমা নিম্নরূপ : bbox=[100, 1875, 384, 1886]
forest-signature-mark bbox=[1271, 787, 1369, 820]
list-item: ১৭.২ অনলাইনে পূরণকৃত আবেদন ফরমের কপি ও প্রবেশপত্র। bbox=[790, 1464, 997, 1475]
forest-address-line: লিয়াজোঁ ইউনিট, কক্ষ নং-৪০১, বন ভবন, bbox=[967, 811, 1114, 822]
corporate-label-3: ট bbox=[271, 417, 279, 433]
table-cell: ক) কোন স্বীকৃত বিশ্ববিদ্যালয় হতে অন্যূন দ্বিতীয় শ্রেণি বা সমমানের সিজিপিএ তে স্নাতক বা সমমানের ডিগ্রি; খ) কম্পিউটার ব্যবহারের দক্ষতা ও অভিজ্ঞতা থাকতে হবে; গ) সাঁটলিপিতে প্রতি মিনিটে বাংলায় ৪৫ ও ইংরেজীতে ৭০ শব্দের গতি থাকতে হবে; ঘ) কম্পিউটার মুদ্রাক্ষরে প্রতি মিনিটে বাংলায় ২৫ ও ইংরেজীতে ৩০ শব্দের গতি থাকতে হবে। bbox=[323, 1183, 613, 1230]
job-ref: জি-৯৭৪/২৪ (১৫×৭) bbox=[783, 2344, 860, 2354]
job-org-line: ই-মেইল নম্বর: tangail@cs.dghs.gov.bd bbox=[339, 1037, 536, 1049]
list-item: (ক) User ID জানা থাকলে : bbox=[777, 1284, 876, 1295]
list-item: (খ) PIN Number জানা থাকলে : bbox=[777, 1329, 896, 1339]
corporate-photo-1 bbox=[88, 442, 306, 595]
list-item: Online এ আবেদনপত্র (Aplicant form) যথাযথভাবে পূরণ করে নির্দেশনা মতে ছবি এবং স্বাক্ষর Upload করে আবেদনপত্র Submit করা সম্পন্ন হলে কম্পিউটারে ছবিসহ Aplicant Preview দেখা যাবে। নির্ভুলভাবে আবেদনপত্র Submit করা সম্পন্ন হলে প্রার্থী একটি User ID, ছবি এবং স্বাক্ষরযুক্ত একটি Aplicant's copy প্রাপ্ত হবেন। উক্ত Aplicant's copy প্রার্থী প্রিন্ট করে রাখবেন। Aplicant's copy তে একটি User ID নম্বর দেয়া থাকবে এবং User ID নম্বর ব্যবহার করে প্রার্থী নিম্নোক্ত পদ্ধতিতে যে কোন Teletalk প্রি-পেইড মোবাইল নম্বরের মাধ্যমে ০২(দুই)টি SMS করে পরীক্ষার ফি বাবদ গ্রেড ১১ হতে ১৬ পর্যন্ত ২০০/- (দুইশত) টাকা ও টেলিটকের সার্ভিস চার্জ বাবদ ২৩/- (তেইশ) টাকা সহ মোট (২২৩/-) টাকা ৭২ (বাহাত্তর) ঘণ্টার মধ্যে জমা দিবেন। bbox=[777, 1024, 1439, 1073]
list-item: ১৭.৪ ইউনিয়ন পরিষদের চেয়ারম্যান/পৌরসভার মেয়র/কাউন্সিলর কর্তৃক প্রদত্ত নাগরিকত্ব সনদপত্র। bbox=[790, 1490, 1117, 1501]
forest-th-subject: রচনার বিষয়বস্তু bbox=[1152, 413, 1337, 433]
list-item: ১. আবেদনের শর্ত ও বিশেষ নির্দেশনা : bbox=[100, 1598, 232, 1608]
table-cell: ০৫(পাঁচ) bbox=[203, 1255, 251, 1292]
table-cell: ক) কোন স্বীকৃত শিক্ষা বোর্ড হতে উচ্চ মাধ্যমিক সার্টিফিকেট বা সমমানের পরীক্ষায় উত্তীর্ণ। bbox=[323, 1317, 613, 1343]
list-item: Example : CSTANGAIL HELP USER ABCDEF bbox=[777, 1313, 982, 1326]
list-item: ২০. যে কোন তদবির বা সুপারিশ প্রার্থীর অযোগ্যতা হিসেবে বিবেচনা করা হবে। bbox=[777, 1631, 1039, 1641]
forest-signatory-line: লিয়াজোঁ ইউনিট bbox=[1291, 853, 1347, 864]
list-item: ১৭.৬ প্রতিবন্ধী প্রার্থীদের ক্ষেত্রে সমাজসেবা অধিদপ্তর কর্তৃক প্রদত্ত প্রতিবন্ধী সনদপত্র। bbox=[790, 1516, 1074, 1526]
job-divider bbox=[767, 970, 768, 2353]
forest-address-line: ই-মেইল : legalunit402@gmail.com bbox=[967, 852, 1114, 863]
banner-sub: National Human Resource Development Fund (NHRDF) Supported Training Program bbox=[262, 610, 531, 618]
table-cell: ০৩ bbox=[101, 1255, 126, 1292]
forest-table bbox=[967, 412, 1430, 527]
list-item: ক) অনলাইনে (Online) এ আবেদনপত্র পূরণ ও আবেদন শুরুর তারিখ ও সময় ০৯/০৫/২০২৪খ্রি সকাল ১০:০০ ঘটিকা হতে। bbox=[113, 1914, 534, 1924]
corporate-section bbox=[88, 410, 575, 957]
corporate-label-2: রে bbox=[242, 413, 266, 437]
table-cell: ক) কোন স্বীকৃত শিক্ষা বোর্ড হতে উচ্চ মাধ্যমিক সার্টিফিকেট বা সমমানের পরীক্ষায় উত্তীর্ণ; খ) টাইপরাইটিং ও কম্পিউটার পরিচালনায় দক্ষ হতে হবে। bbox=[323, 1292, 613, 1317]
article-media-text: অনলাইনে ফোল্ডার লক করে রাখার সুযোগ দিয়েছে গুগল ফটোজ। ফিচারটি অ্যান্ড্রয়েড ডিভ, অ্যাপিলো, আইফোন, আইপ্যাড, ম্যাক ও উইন্ডোজ পিসিতে ব্যবহারযোগ্য; যা ক্রিটে ডাউনলোড করা যাবে। আগে ইনস্টল করতে হবে গুগল ফটোজ অ্যাপ। ইনস্টল করা থাকলে তা হালনাগাদ আছে কি না দেখে নিতে হবে। এখানে ওপেন করে লাইব্রেরি নির্বাচন করতে হবে। লাইব্রেরি থেকে ইউটিলিটি অপশনে গিয়ে সেটআপ লক ফোল্ডারে ক্লিক করতে হবে। আবার সেই স্ক্রিনে সেটআপ অপশনে ক্লিক করে যেতে হবে গাইডলাইন পেজে। সেখান থেকে সেটআপ অপশনে ক্লিক করে নিজের ইচ্ছামতো যে কোনো লক সেটআপ করতে হবে। লক করা ফোল্ডার মিডিয়া ফাইল আড় করতে যেতে হবে মুভ অপশনে। তিন ডটের দেখা মিলবে মিডিয়া গ্যালারিতে। এরপর যে মিডিয়া ফাইলটি লক করতে চান, তা নির্বাচন করতে হবে। নির্বাচন করা হয়ে গেলে ট্যাপ করুন মুভ অপশনে। bbox=[195, 170, 573, 294]
forest-signatory-line: বন ভবন, আগারগাঁও, ঢাকা। bbox=[1270, 866, 1367, 877]
table-cell: “বৃক্ষ দিয়ে সাজাই দেশ, সমৃদ্ধ করি বাংলাদেশ” bbox=[1152, 454, 1337, 491]
table-row bbox=[967, 454, 1430, 491]
article-cyber-body bbox=[591, 646, 953, 947]
corporate-item-3-text: পটুয়াখালীর আটটি উপজেলার কৃষি উদ্যোক্তাদের নিয়ে জেলা শিল্পকলা একাডেমি মিলনায়তনে গত সোমবার দিনব্যাপী দক্ষতা উন্নয়ন প্রশিক্ষণ কর্মসূচির আয়োজন করা হয়। অনুষ্ঠানে প্রধান অতিথি হিসেবে ইউসিবি পিএলসির অতিরিক্ত ব্যবস্থাপনা পরিচালক ও কোম্পানি সেক্রেটারি এ টি এম তাহমিদুজ্জামান। bbox=[293, 798, 571, 873]
article-media-byline: -টেকনোলজি ডেস্ক bbox=[503, 298, 573, 310]
list-item: খ) অনলাইনে (Online) এ আবেদনপত্র জমাদানের শেষ তারিখ ও সময় ২৯/০৫/২০২৪খ্রি বিকাল ০৫:০০ ঘটিকা পর্যন্ত। bbox=[113, 1927, 512, 1937]
forest-rules bbox=[967, 526, 1430, 690]
table-cell: ৭৫০ bbox=[1337, 454, 1430, 491]
forest-signatory-line: উপ বন সংরক্ষক bbox=[1291, 840, 1346, 851]
list-item: ১৩. বিজ্ঞপ্তি পত্রিকা ছাড়াও অত্র কার্যালয়ের ওয়েবসাইটে www.cs.tangail.gov.bd এ বিজ্ঞপ্তির বিস্তারিত তথ্য দেখা যাবে। টেলিটকের ওয়েবসাইটে http://alljobs.teletalk.com.bd এ বিজ্ঞপ্তিটি পাওয়া যাবে। bbox=[777, 1375, 1439, 1399]
list-item: ১২. ভুলক্রমে Teletalk প্রি-পেইড মোবাইল ফোন থেকে প্রার্থীগণ নিম্নবর্ণিত SMS পদ্ধতি অনুসরণ করে নিজ নিজ User ID এবং Password পুনরুদ্ধার করতে পারবেন। bbox=[777, 1271, 1338, 1282]
list-item: ৫. খামের উপর প্রতিযোগিতার ‘গ্রুপ’ উল্লেখপূর্বক ‘রচনা প্রতিযোগিতা’ কথাটি লিখতে হবে। প্রত্যেক ‘গ্রুপ’ এর জন্য প্রথম, দ্বিতীয় ও তৃতীয় স্থান অধিকারীকে পুরস্কার প্রদান করা হবে। bbox=[967, 646, 1430, 670]
forest-org-1: গণপ্রজাতন্ত্রী বাংলাদেশ সরকার bbox=[1155, 187, 1341, 205]
forest-org-2: প্রধান বন সংরক্ষকের দপ্তর bbox=[1168, 213, 1328, 231]
job-date: তারিখ: ০৬/০৫/২০২৪ খ্রি. bbox=[598, 1061, 689, 1070]
list-item: ৬. Online এ আবেদনপত্রে প্রার্থী তার রঙিন ছবি (দৈর্ঘ্য ৩০০ X প্রস্থ ৩০০ Pixel) ও স্বাক্ষর (দৈর্ঘ্য ৩০০ X প্রস্থ ৮০ Pixel) স্ক্যান করে নির্ধারিত স্থানে Upload করবেন। ছবির সাইজ সর্বোচ্চ 100KB ও স্বাক্ষরের সাইজ সর্বোচ্চ 60KB হতে হবে। bbox=[100, 1965, 759, 1988]
list-item: ৩. সুস্পষ্টাক্ষরে রচনার মূলকপি এবং শিক্ষা প্রতিষ্ঠান প্রধান কর্তৃক সত্যায়িত পাসপোর্ট সাইজের ২(দুই) কপি ছবিসহ অফিস চলাকালীন সময়ে আগামী ২৯ মে ২০২৪ খ্রি. তারিখের মধ্যে নিম্নে উল্লিখিত ঠিকানায় নিজে সরাসরি অথবা ডাকযোগে পাঠাতে হবে। বিলম্বে প্রাপ্ত রচনা গ্রহণযোগ্য হবে না। bbox=[967, 574, 1430, 612]
corporate-label-1: র্পো bbox=[218, 417, 238, 433]
article-whatsapp-body bbox=[591, 238, 953, 544]
job-org-line: গণপ্রজাতন্ত্রী বাংলাদেশ সরকার bbox=[376, 975, 499, 987]
forest-th-words: সর্বোচ্চ শব্দ সংখ্যা bbox=[1337, 413, 1430, 433]
divider-media bbox=[88, 406, 575, 407]
forest-subtitle: রচনা প্রতিযোগিতা bbox=[1144, 320, 1252, 337]
header-rule bbox=[88, 159, 1447, 162]
table-cell: ০১(এক) bbox=[203, 1183, 251, 1230]
list-item: ১৭.৫ মুক্তিযোদ্ধা কোটায় আবেদনকারীদের ক্ষেত্রে সরকারের সর্বশেষ নীতিমালা অনুযায়ী প্রমাণপত্র। bbox=[790, 1503, 1117, 1514]
job-th: ক্র. নং bbox=[101, 1157, 126, 1183]
list-item: ৬. রচনার শব্দ সংখ্যা ১০% এর অধিক হলে রচনা মূল্যায়নের জন্য বিবেচনায় আনা হবে না। bbox=[967, 675, 1282, 685]
